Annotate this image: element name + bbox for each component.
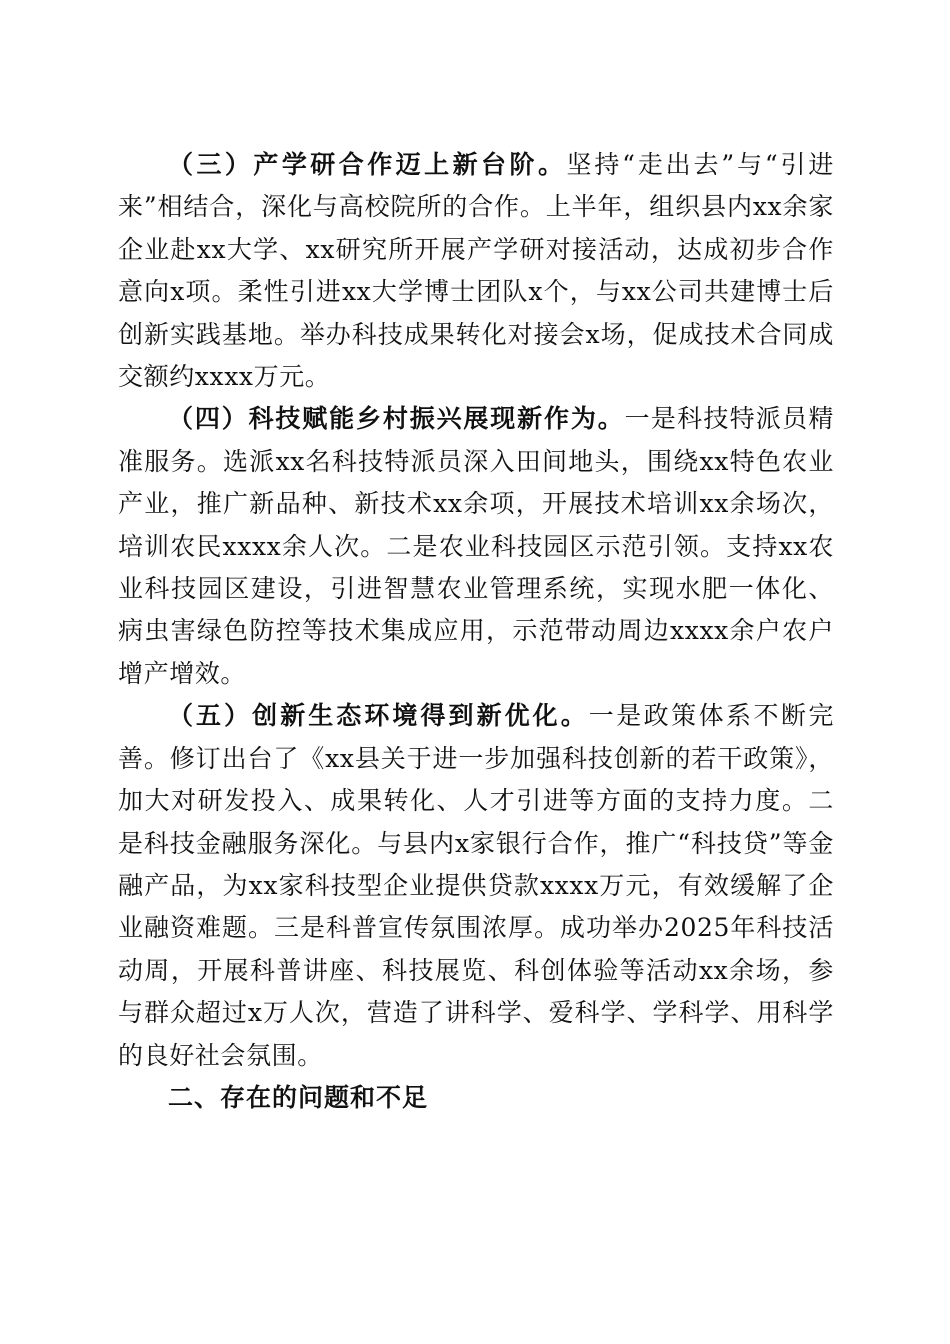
paragraph-heading-3: （三）产学研合作迈上新台阶。	[168, 150, 567, 179]
paragraph-heading-5: （五）创新生态环境得到新优化。	[168, 701, 589, 731]
paragraph-heading-4: （四）科技赋能乡村振兴展现新作为。	[168, 404, 625, 434]
section-heading: 二、存在的问题和不足	[168, 1082, 429, 1112]
paragraph-text: 一是政策体系不断完善。修订出台了《xx县关于进一步加强科技创新的若干政策》，加大对研发投入、成果转化、人才引进等方面的支持力度。二是科技金融服务深化。与县内x家银行合作，推广“科技贷”等金融产品，为xx家科技型企业提供贷款xxxx万元，有效缓解了企业融资难题。三是科普宣传氛围浓厚。成功举办2025年科技活动周，开展科普讲座、科技展览、科创体验等活动xx余场，参与群众超过x万人次，营造了讲科学、爱科学、学科学、用科学的良好社会氛围。	[118, 701, 834, 1070]
paragraph-text: 坚持“走出去”与“引进来”相结合，深化与高校院所的合作。上半年，组织县内xx余家企业赴xx大学、xx研究所开展产学研对接活动，达成初步合作意向x项。柔性引进xx大学博士团队x个，与xx公司共建博士后创新实践基地。举办科技成果转化对接会x场，促成技术合同成交额约xxxx万元。	[118, 150, 834, 392]
paragraph-rural-revitalization	[118, 398, 834, 695]
paragraph-text: 一是科技特派员精准服务。选派xx名科技特派员深入田间地头，围绕xx特色农业产业，推广新品种、新技术xx余项，开展技术培训xx余场次，培训农民xxxx余人次。二是农业科技园区示范引领。支持xx农业科技园区建设，引进智慧农业管理系统，实现水肥一体化、病虫害绿色防控等技术集成应用，示范带动周边xxxx余户农户增产增效。	[118, 404, 834, 688]
paragraph-industry-university-research	[118, 144, 834, 398]
paragraph-innovation-ecosystem	[118, 695, 834, 1077]
document-body	[118, 144, 834, 1119]
